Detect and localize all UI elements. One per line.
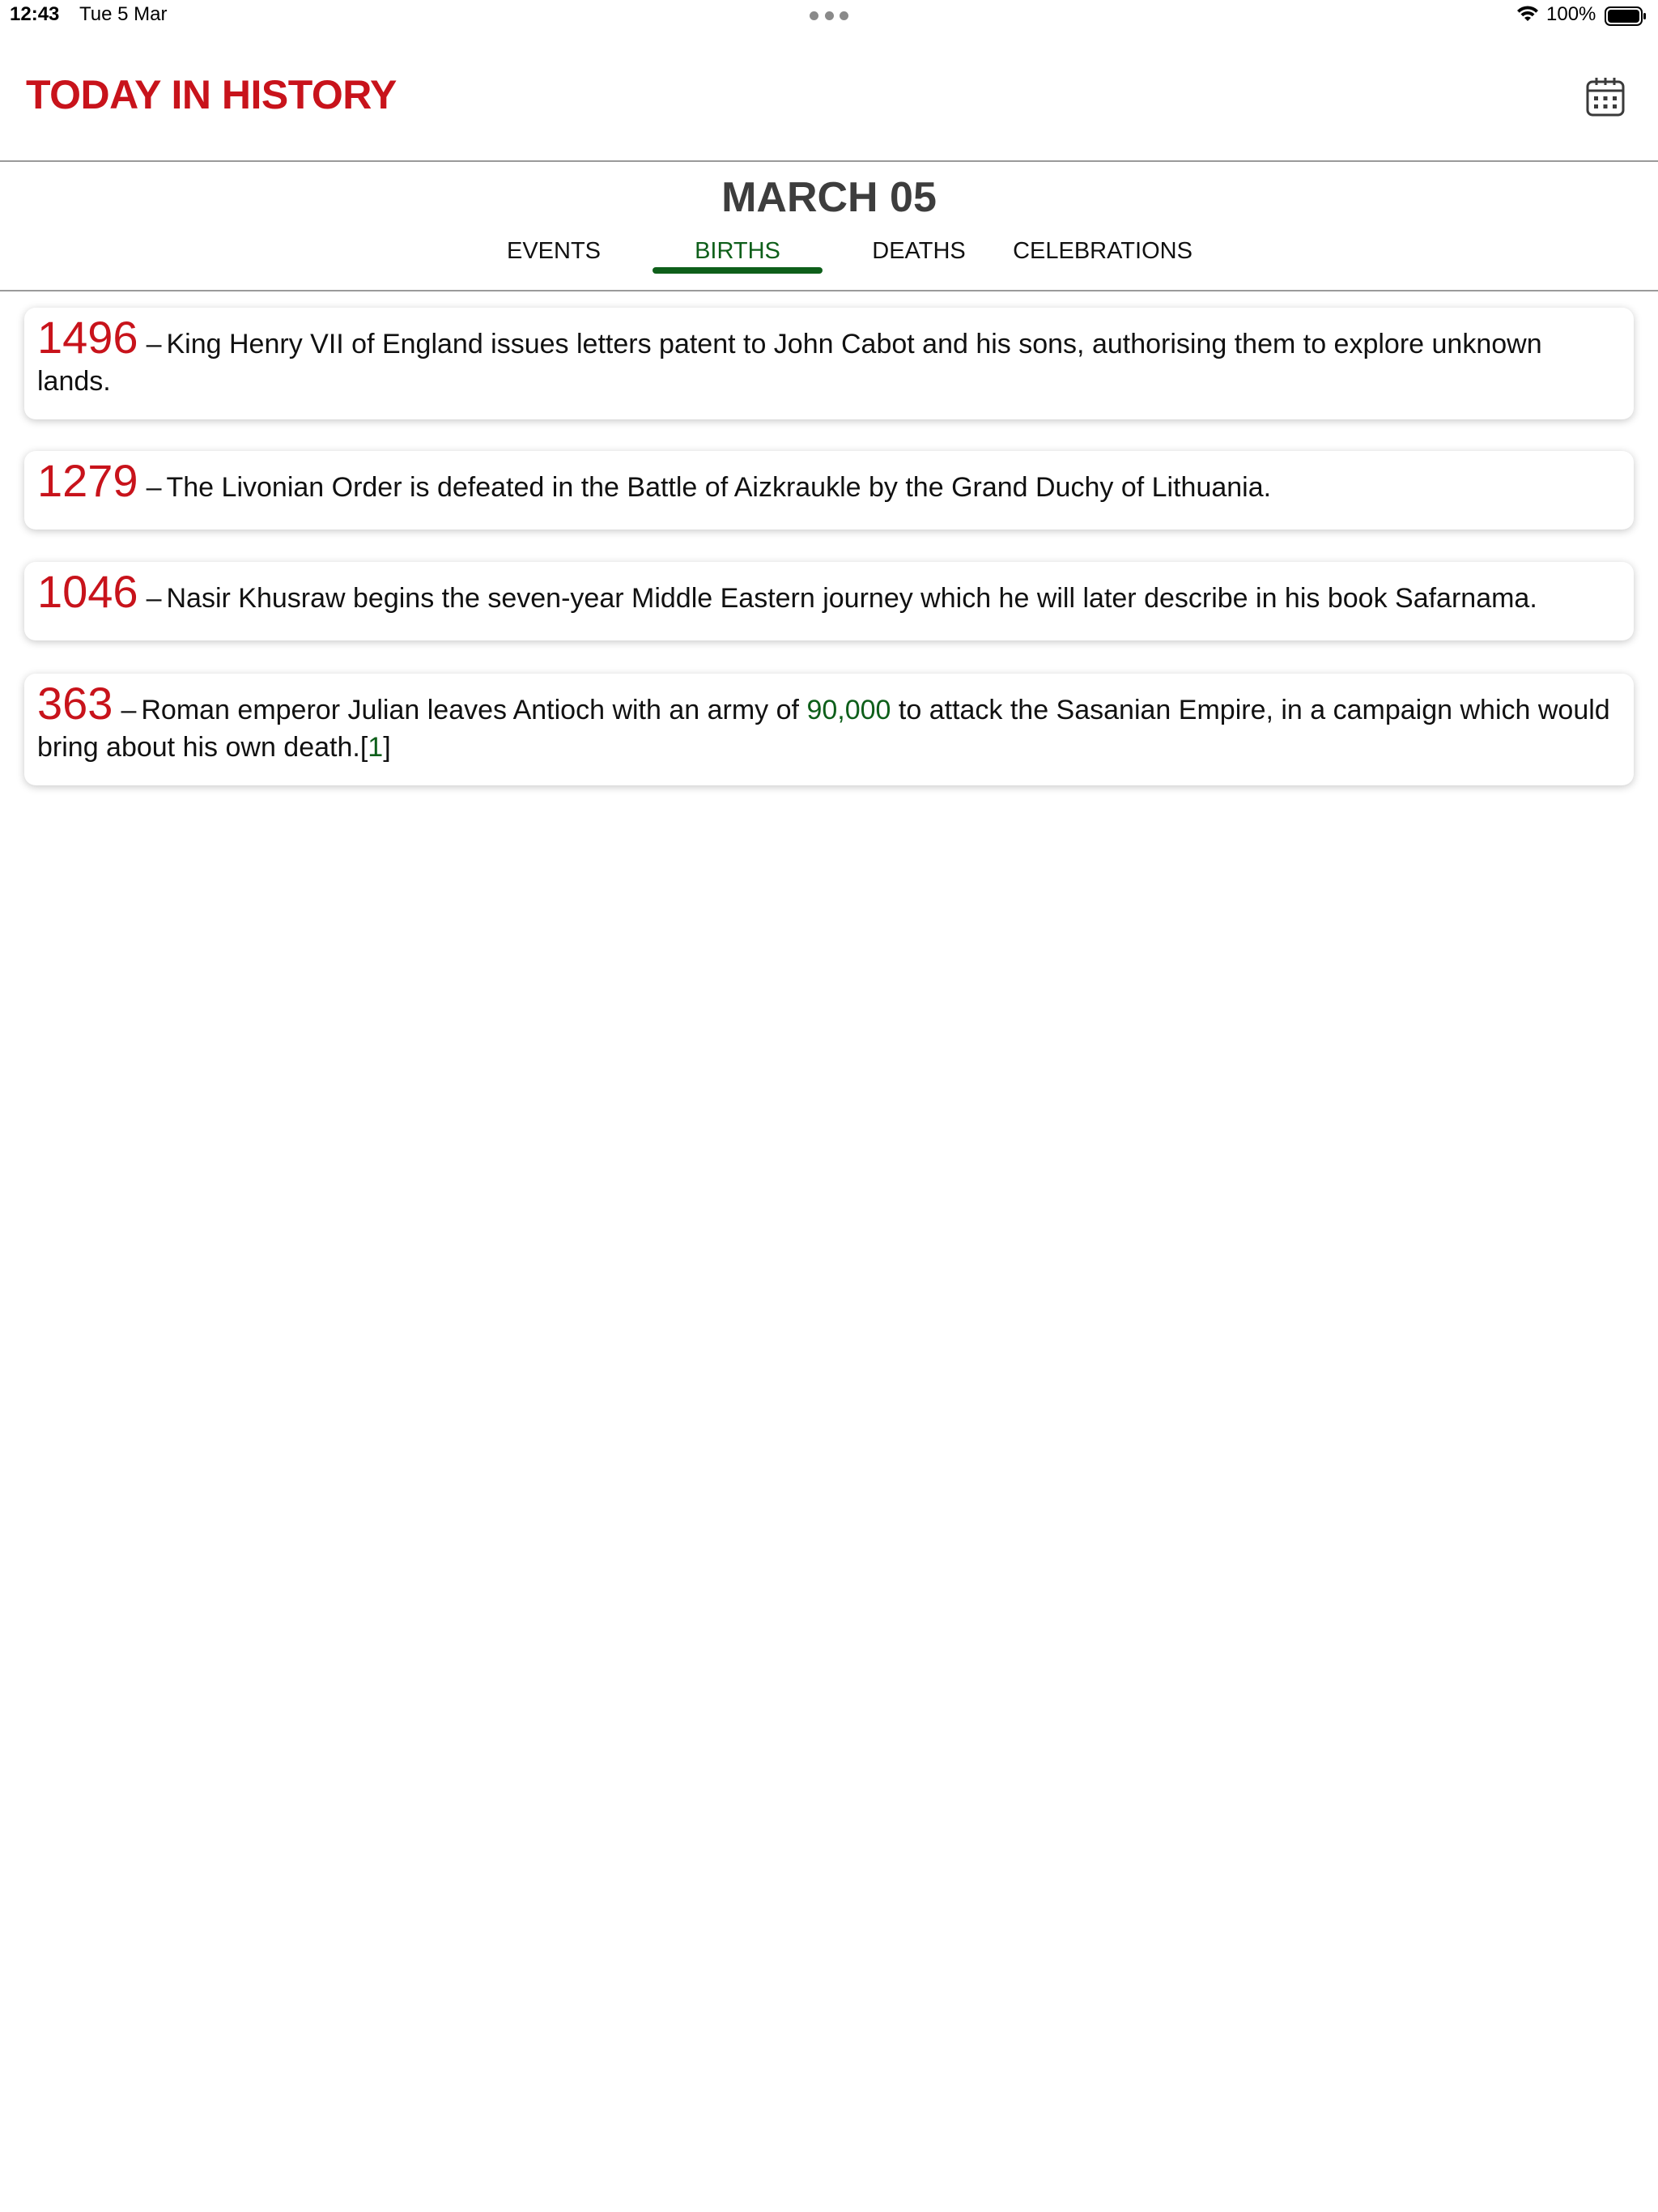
- wifi-icon: [1516, 5, 1540, 24]
- reference-close-bracket: ]: [383, 732, 391, 763]
- history-entry[interactable]: [24, 674, 1634, 785]
- header-divider: [0, 160, 1658, 162]
- active-tab-indicator: [653, 267, 823, 274]
- history-entry[interactable]: [24, 562, 1634, 640]
- calendar-icon: [1585, 76, 1626, 118]
- entry-dash: –: [146, 472, 162, 503]
- battery-percentage: 100%: [1546, 3, 1596, 25]
- status-date: Tue 5 Mar: [79, 3, 168, 25]
- multitasking-dots-icon[interactable]: [810, 11, 848, 19]
- tab-births[interactable]: BIRTHS: [695, 238, 780, 264]
- history-entry[interactable]: [24, 308, 1634, 419]
- entry-dash: –: [121, 695, 137, 725]
- category-tabs: [0, 235, 1658, 275]
- entry-text: King Henry VII of England issues letters patent to John Cabot and his sons, authorising them to explore unknown lands.: [37, 329, 1542, 397]
- tab-celebrations[interactable]: CELEBRATIONS: [1013, 238, 1192, 264]
- entry-text-after: to attack the Sasanian Empire, in a campaign which would bring about his own death.: [37, 695, 1610, 763]
- date-heading: MARCH 05: [721, 174, 937, 221]
- reference-link[interactable]: 1: [368, 732, 384, 763]
- app-title: TODAY IN HISTORY: [26, 72, 397, 117]
- entry-dash: –: [146, 583, 162, 614]
- entry-dash: –: [146, 329, 162, 359]
- entry-year: 1496: [37, 312, 138, 363]
- entry-number-link[interactable]: 90,000: [806, 695, 891, 725]
- battery-icon: [1605, 6, 1647, 26]
- status-time: 12:43: [10, 3, 60, 25]
- entry-text: The Livonian Order is defeated in the Battle of Aizkraukle by the Grand Duchy of Lithuania.: [166, 472, 1272, 503]
- entry-year: 1046: [37, 566, 138, 617]
- history-entry[interactable]: [24, 451, 1634, 530]
- tab-events[interactable]: EVENTS: [506, 238, 602, 264]
- entry-year: 1279: [37, 455, 138, 506]
- calendar-button[interactable]: [1585, 76, 1626, 118]
- entry-text: Nasir Khusraw begins the seven-year Middle Eastern journey which he will later describe in his book Safarnama.: [166, 583, 1537, 614]
- entry-year: 363: [37, 678, 113, 729]
- reference-open-bracket: [: [359, 732, 368, 763]
- tab-deaths[interactable]: DEATHS: [872, 238, 966, 264]
- tabs-divider: [0, 290, 1658, 291]
- status-bar: [0, 0, 1658, 32]
- entry-text-before: Roman emperor Julian leaves Antioch with an army of: [141, 695, 799, 725]
